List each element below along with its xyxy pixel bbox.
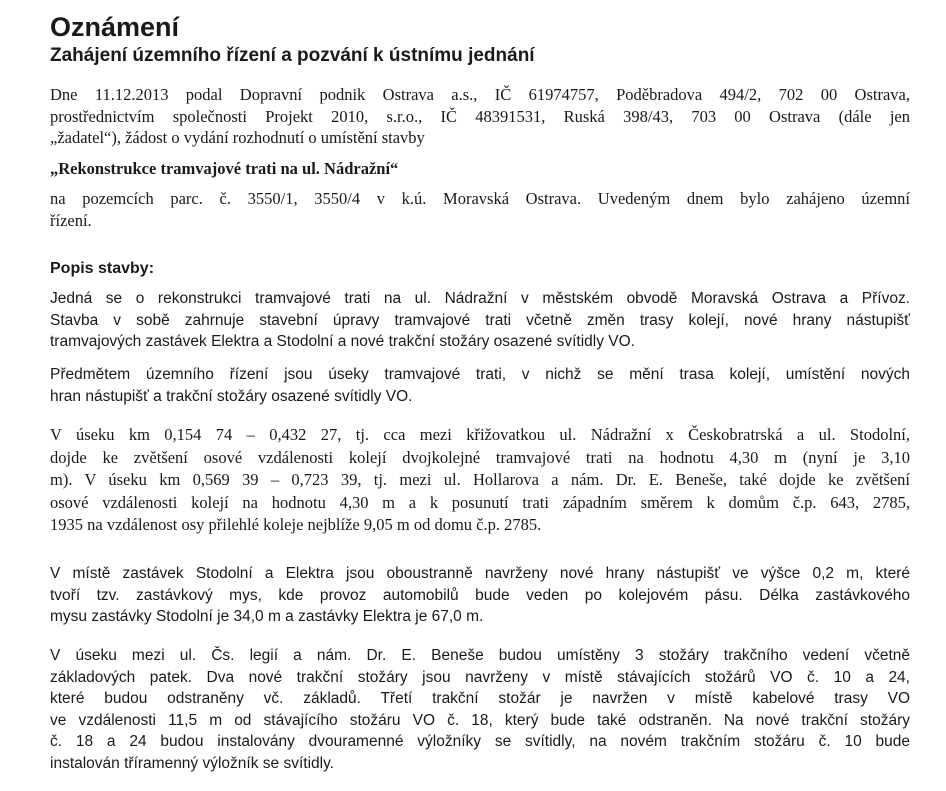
description-paragraph-3: [50, 424, 910, 537]
text-line: tramvajových zastávek Elektra a Stodolní a nové trakční stožáry osazené svítidly VO.: [50, 333, 635, 350]
text-line: na pozemcích parc. č. 3550/1, 3550/4 v k.ú. Moravská Ostrava. Uvedeným dnem bylo zahájeno územní: [50, 189, 910, 208]
text-line: základových patek. Dva nové trakční stožáry jsou navrženy v místě stávajících stožárů VO č. 10 a 24,: [50, 668, 910, 686]
text-line: osové vzdálenosti kolejí na hodnotu 4,30 m a k posunutí trati západním směrem k domům č.p. 643, 2785,: [50, 492, 910, 512]
text-line: ve vzdálenosti 11,5 m od stávajícího stožáru VO č. 18, který bude také odstraněn. Na nové trakční stožáry: [50, 711, 910, 729]
description-paragraph-1: [50, 288, 910, 353]
text-line: V místě zastávek Stodolní a Elektra jsou oboustranně navrženy nové hrany nástupišť ve výšce 0,2 m, které: [50, 565, 910, 582]
location-paragraph: [50, 188, 910, 231]
text-line: prostřednictvím společnosti Projekt 2010, s.r.o., IČ 48391531, Ruská 398/43, 703 00 Ostrava (dále jen: [50, 106, 910, 126]
project-name: [50, 158, 910, 180]
text-line: instalován tříramenný výložník se svítidly.: [50, 754, 334, 772]
text-line: Předmětem územního řízení jsou úseky tramvajové trati, v nichž se mění trasa kolejí, umístění nových: [50, 366, 910, 383]
text-line: které budou odstraněny vč. základů. Třetí trakční stožár je navržen v místě kabelové trasy VO: [50, 690, 910, 707]
text-line: hran nástupišť a trakční stožáry osazené svítidly VO.: [50, 387, 413, 405]
text-line: č. 18 a 24 budou instalovány dvouramenné výložníky se svítidly, na novém trakčním stožáru č. 10 bude: [50, 733, 910, 750]
intro-paragraph: [50, 84, 910, 149]
text-line: m). V úseku km 0,569 39 – 0,723 39, tj. mezi ul. Hollarova a nám. Dr. E. Beneše, také dojde ke zvětšení: [50, 470, 910, 489]
description-paragraph-4: [50, 563, 910, 628]
text-line: „Rekonstrukce tramvajové trati na ul. Nádražní“: [50, 159, 399, 178]
text-line: V úseku mezi ul. Čs. legií a nám. Dr. E. Beneše budou umístěny 3 stožáry trakčního vedení včetně: [50, 647, 910, 664]
text-line: mysu zastávky Stodolní je 34,0 m a zastávky Elektra je 67,0 m.: [50, 608, 484, 625]
description-paragraph-5: [50, 645, 910, 774]
page-subtitle: Zahájení územního řízení a pozvání k ústnímu jednání: [50, 45, 535, 66]
text-line: V úseku km 0,154 74 – 0,432 27, tj. cca mezi křižovatkou ul. Nádražní x Českobratrská a ul. Stodolní,: [50, 425, 910, 444]
description-paragraph-2: [50, 364, 910, 407]
page-title: Oznámení: [50, 12, 180, 42]
section-heading: Popis stavby:: [50, 260, 155, 277]
text-line: „žadatel“), žádost o vydání rozhodnutí o umístění stavby: [50, 128, 425, 147]
text-line: Stavba v sobě zahrnuje stavební úpravy tramvajové trati včetně změn trasy kolejí, nové hrany nástupišť: [50, 311, 910, 329]
text-line: Jedná se o rekonstrukci tramvajové trati na ul. Nádražní v městském obvodě Moravská Ostrava a Přívoz.: [50, 290, 910, 307]
text-line: 1935 na vzdálenost osy přilehlé koleje nejblíže 9,05 m od domu č.p. 2785.: [50, 515, 542, 534]
text-line: Dne 11.12.2013 podal Dopravní podnik Ostrava a.s., IČ 61974757, Poděbradova 494/2, 702 00 Ostrava,: [50, 85, 910, 104]
text-line: tvoří tzv. zastávkový mys, kde provoz automobilů bude veden po kolejovém pásu. Délka zastávkového: [50, 586, 910, 604]
text-line: řízení.: [50, 210, 92, 230]
text-line: dojde ke zvětšení osové vzdálenosti kolejí dvojkolejné tramvajové trati na hodnotu 4,30 m (nyní je 3,10: [50, 447, 910, 467]
